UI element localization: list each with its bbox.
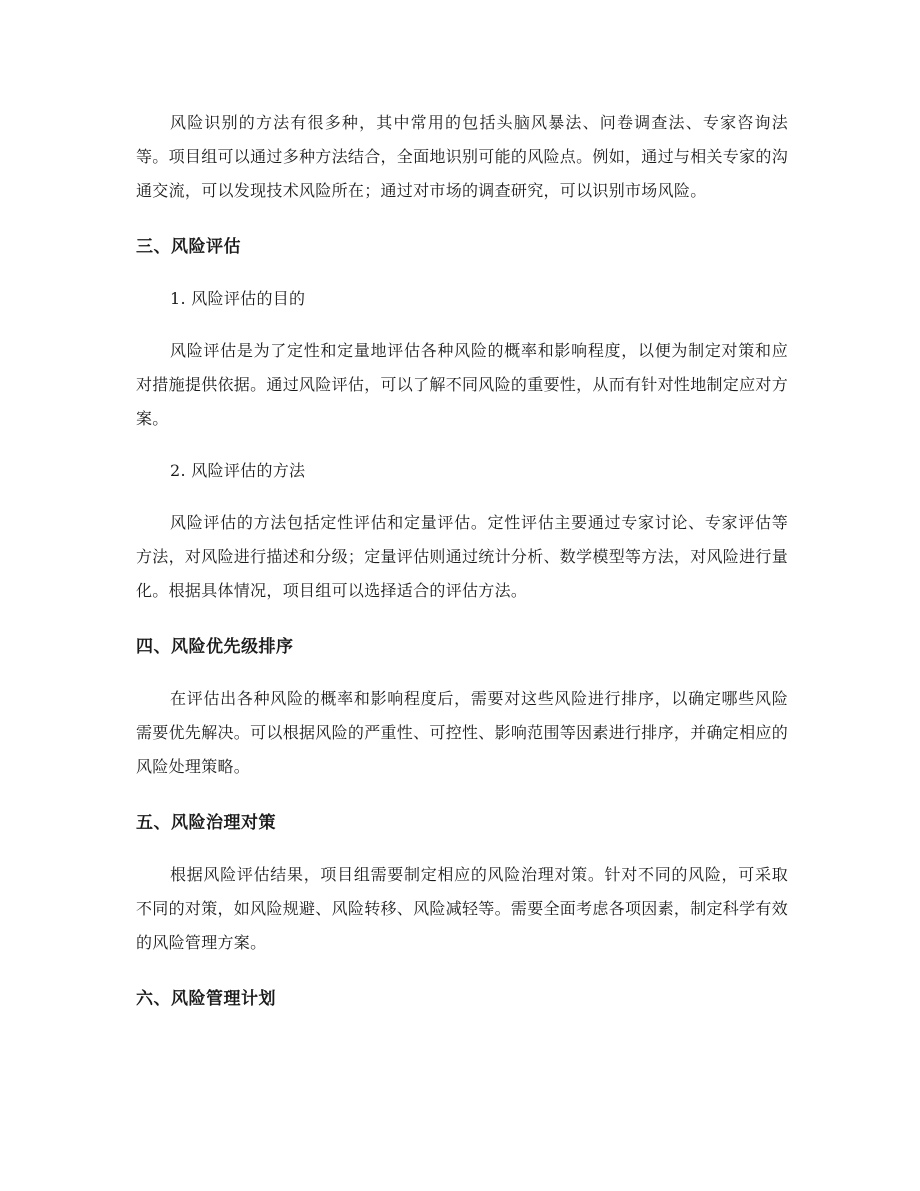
section-heading-risk-governance: 五、风险治理对策 [136, 813, 276, 833]
paragraph-risk-governance: 根据风险评估结果，项目组需要制定相应的风险治理对策。针对不同的风险，可采取不同的对策，如风险规避、风险转移、风险减轻等。需要全面考虑各项因素，制定科学有效的风险管理方案。 [136, 865, 789, 952]
paragraph-assessment-methods: 风险评估的方法包括定性评估和定量评估。定性评估主要通过专家讨论、专家评估等方法，对风险进行描述和分级；定量评估则通过统计分析、数学模型等方法，对风险进行量化。根据具体情况，项目组可以选择适合的评估方法。 [136, 513, 789, 600]
paragraph-risk-prioritization: 在评估出各种风险的概率和影响程度后，需要对这些风险进行排序，以确定哪些风险需要优先解决。可以根据风险的严重性、可控性、影响范围等因素进行排序，并确定相应的风险处理策略。 [136, 689, 789, 776]
paragraph-assessment-purpose: 风险评估是为了定性和定量地评估各种风险的概率和影响程度，以便为制定对策和应对措施提供依据。通过风险评估，可以了解不同风险的重要性，从而有针对性地制定应对方案。 [136, 341, 789, 428]
section-heading-risk-prioritization: 四、风险优先级排序 [136, 637, 294, 657]
subsection-title-assessment-methods: 2. 风险评估的方法 [170, 461, 306, 480]
intro-paragraph: 风险识别的方法有很多种，其中常用的包括头脑风暴法、问卷调查法、专家咨询法等。项目组可以通过多种方法结合，全面地识别可能的风险点。例如，通过与相关专家的沟通交流，可以发现技术风险所在；通过对市场的调查研究，可以识别市场风险。 [136, 113, 789, 200]
section-heading-risk-assessment: 三、风险评估 [136, 237, 241, 257]
document-body [136, 106, 788, 1016]
subsection-title-assessment-purpose: 1. 风险评估的目的 [170, 289, 306, 308]
section-heading-risk-management-plan: 六、风险管理计划 [136, 989, 276, 1009]
